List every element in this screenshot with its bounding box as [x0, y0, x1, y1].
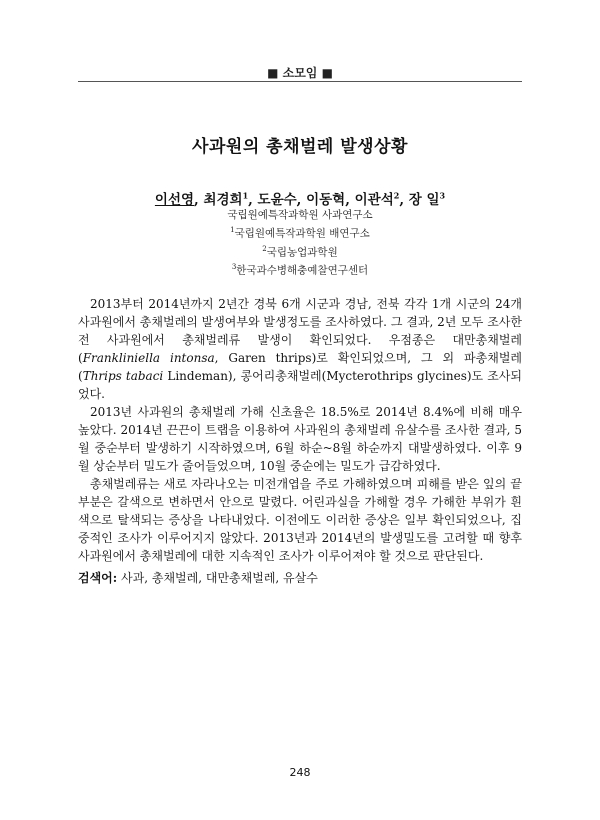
affiliation-text: 국립농업과학원 — [266, 246, 338, 258]
keywords-label: 검색어: — [78, 571, 118, 585]
affiliation-text: 한국과수병해충예찰연구센터 — [236, 264, 369, 277]
author-affil-mark: 1 — [242, 190, 249, 201]
affiliation-line — [0, 260, 600, 279]
abstract-paragraph: 2013부터 2014년까지 2년간 경북 6개 시군과 경남, 전북 각각 1개 시군의 24개 사과원에서 총채벌레의 발생여부와 발생정도를 조사하였다. 그 결과, 2년 모두 조사한 전 사과원에서 총채벌레류 발생이 확인되었다. 우점종은 대만총채벌레(Frankliniella intonsa, Garen thrips)로 확인되었으며, 그 외 파총채벌레(Thrips tabaci Lindeman), 콩어리총채벌레(Mycterothrips glycines)도 조사되었다. — [78, 297, 523, 401]
page-number: 248 — [289, 766, 311, 779]
section-header: ■ 소모임 ■ — [267, 66, 333, 80]
author-name: 이선영 — [154, 192, 195, 208]
author-affil-mark: 3 — [439, 190, 446, 201]
affiliation-text: 국립원예특작과학원 사과연구소 — [227, 209, 373, 221]
author-name: 이동혁 — [306, 192, 346, 208]
author-name: 이관석 — [354, 192, 394, 208]
affiliation-line — [0, 223, 600, 242]
affiliation-mark: 1 — [230, 226, 235, 234]
paper-title: 사과원의 총채벌레 발생상황 — [192, 137, 408, 157]
species-name: Frankliniella intonsa — [82, 351, 215, 365]
author-list: 이선영, 최경희$^1$, 도윤수, 이동혁, 이관석$^2$, 장 일$^3$ — [154, 190, 446, 208]
affiliation-text: 국립원예특작과학원 배연구소 — [234, 227, 370, 240]
author-name: 장 일 — [408, 192, 440, 208]
species-name: Thrips tabaci — [82, 369, 164, 383]
affiliation-list — [0, 208, 600, 279]
header-rule — [78, 81, 522, 82]
affiliation-mark: 2 — [262, 244, 267, 253]
affiliation-line — [0, 208, 600, 223]
author-name: 최경희 — [203, 192, 243, 208]
affiliation-line — [0, 242, 600, 261]
keywords-text: 사과, 총채벌레, 대만총채벌레, 유살수 — [121, 571, 318, 585]
keywords — [78, 569, 522, 587]
abstract-body — [78, 295, 522, 565]
author-name: 도윤수 — [257, 192, 297, 208]
abstract-paragraph: 총채벌레류는 새로 자라나오는 미전개엽을 주로 가해하였으며 피해를 받은 잎의 끝부분은 갈색으로 변하면서 안으로 말렸다. 어린과실을 가해할 경우 가해한 부위가 흰색으로 탈색되는 증상을 나타내었다. 이전에도 이러한 증상은 일부 확인되었으나, 집중적인 조사가 이루어지지 않았다. 2013년과 2014년의 발생밀도를 고려할 때 향후 사과원에서 총채벌레에 대한 지속적인 조사가 이루어져야 할 것으로 판단된다. — [78, 477, 522, 563]
affiliation-mark: 3 — [231, 263, 237, 271]
author-affil-mark: 2 — [393, 190, 400, 201]
abstract-paragraph: 2013년 사과원의 총채벌레 가해 신초율은 18.5%로 2014년 8.4%에 비해 매우 높았다. 2014년 끈끈이 트랩을 이용하여 사과원의 총채벌레 유살수를 조사한 결과, 5월 중순부터 발생하기 시작하였으며, 6월 하순~8월 하순까지 대발생하였다. 이후 9월 상순부터 밀도가 줄어들었으며, 10월 중순에는 밀도가 급감하였다. — [78, 405, 522, 473]
